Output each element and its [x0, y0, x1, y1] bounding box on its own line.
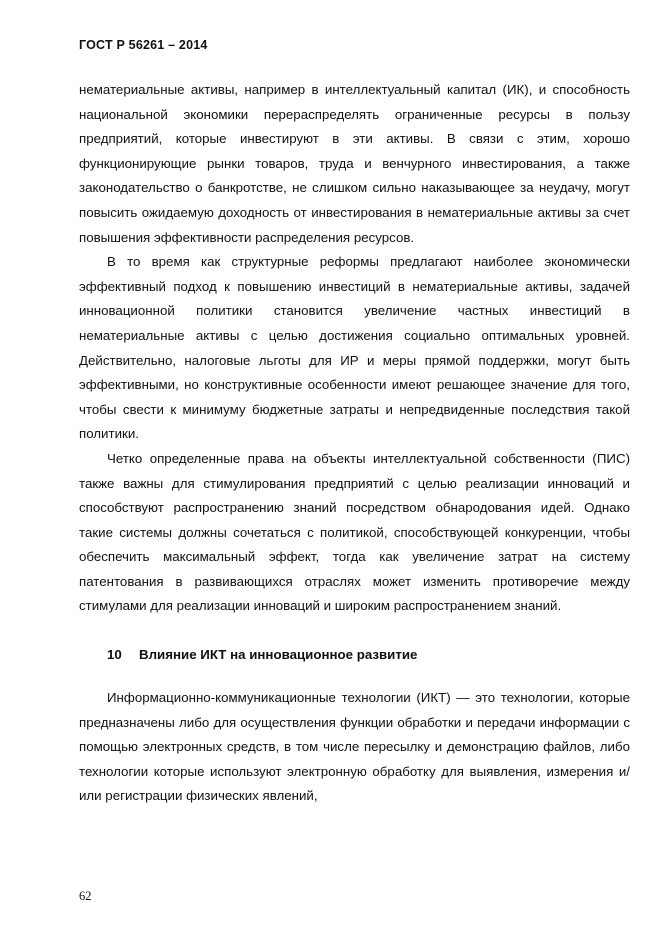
paragraph-intellectual-property: Четко определенные права на объекты интеллектуальной собственности (ПИС) также важны для стимулирования предприятий с целью реализации инноваций и способствуют распространению знаний посредством обнародования идей. Однако такие системы должны сочетаться с политикой, способствующей конкуренции, чтобы обеспечить максимальный эффект, тогда как увеличение затрат на систему патентования в развивающихся отраслях может изменить противоречие между стимулами для реализации инноваций и широким распространением знаний. [79, 450, 630, 614]
paragraph-structural-reforms: В то время как структурные реформы предлагают наиболее экономически эффективный подход к повышению инвестиций в нематериальные активы, задачей инновационной политики становится увеличение частных инвестиций в нематериальные активы с целью достижения социально оптимальных уровней. Действительно, налоговые льготы для ИР и меры прямой поддержки, могут быть эффективными, но конструктивные особенности имеют решающее значение для того, чтобы свести к минимуму бюджетные затраты и непредвиденные последствия такой политики. [79, 254, 630, 442]
document-header [79, 38, 208, 52]
section-title: Влияние ИКТ на инновационное развитие [139, 647, 418, 663]
page-number: 62 [79, 889, 92, 903]
section-heading [79, 643, 630, 667]
section-number: 10 [107, 647, 122, 663]
standard-code: ГОСТ Р 56261 – 2014 [79, 38, 208, 52]
document-body [79, 78, 630, 809]
paragraph-continuation: нематериальные активы, например в интеллектуальный капитал (ИК), и способность национальной экономики перераспределять ограниченные ресурсы в пользу предприятий, которые инвестируют в эти активы. В связи с этим, хорошо функционирующие рынки товаров, труда и венчурного инвестирования, а также законодательство о банкротстве, не слишком сильно наказывающее за неудачу, могут повысить ожидаемую доходность от инвестирования в нематериальные активы за счет повышения эффективности распределения ресурсов. [79, 82, 630, 245]
paragraph-ict-definition: Информационно-коммуникационные технологии (ИКТ) — это технологии, которые предназначены либо для осуществления функции обработки и передачи информации с помощью электронных средств, в том числе пересылку и демонстрацию файлов, либо технологии которые используют электронную обработку для выявления, измерения и/или регистрации физических явлений, [79, 690, 630, 804]
